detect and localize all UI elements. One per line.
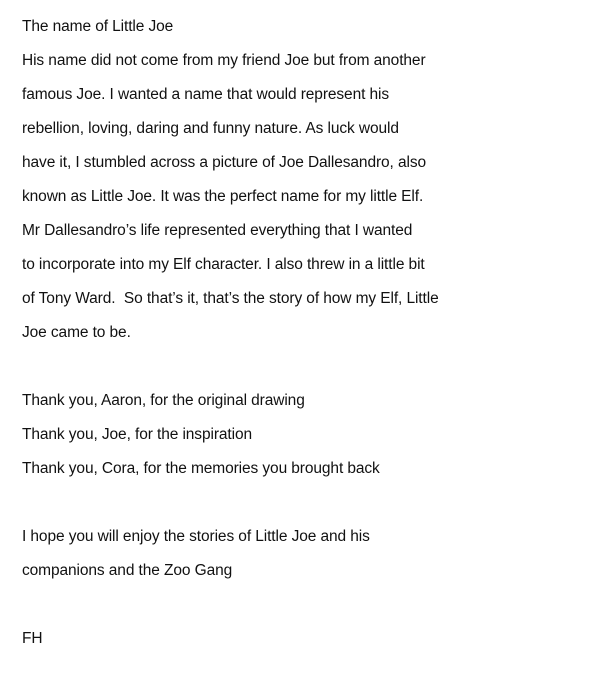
paragraph-line: Mr Dallesandro’s life represented everything that I wanted	[22, 222, 413, 239]
acknowledgements	[22, 389, 582, 491]
thanks-line: Thank you, Joe, for the inspiration	[22, 426, 252, 443]
blank-line	[22, 355, 582, 389]
thanks-line: Thank you, Aaron, for the original drawing	[22, 392, 305, 409]
blank-line	[22, 491, 582, 525]
closing-paragraph	[22, 525, 582, 593]
closing-line: companions and the Zoo Gang	[22, 562, 233, 579]
closing-line: I hope you will enjoy the stories of Little Joe and his	[22, 528, 370, 545]
paragraph-line: rebellion, loving, daring and funny nature. As luck would	[22, 120, 399, 137]
paragraph-line: famous Joe. I wanted a name that would represent his	[22, 86, 390, 103]
blank-line	[22, 593, 582, 627]
paragraph-line: of Tony Ward. So that’s it, that’s the story of how my Elf, Little	[22, 290, 439, 307]
paragraph-line: to incorporate into my Elf character. I also threw in a little bit	[22, 256, 425, 273]
paragraph-line: Joe came to be.	[22, 324, 131, 341]
document-page	[22, 15, 582, 661]
paragraph-line: known as Little Joe. It was the perfect name for my little Elf.	[22, 188, 424, 205]
thanks-line: Thank you, Cora, for the memories you brought back	[22, 460, 380, 477]
signature: FH	[22, 630, 43, 647]
document-title: The name of Little Joe	[22, 18, 174, 35]
paragraph-line: His name did not come from my friend Joe but from another	[22, 52, 426, 69]
story-paragraph	[22, 49, 582, 355]
paragraph-line: have it, I stumbled across a picture of Joe Dallesandro, also	[22, 154, 426, 171]
